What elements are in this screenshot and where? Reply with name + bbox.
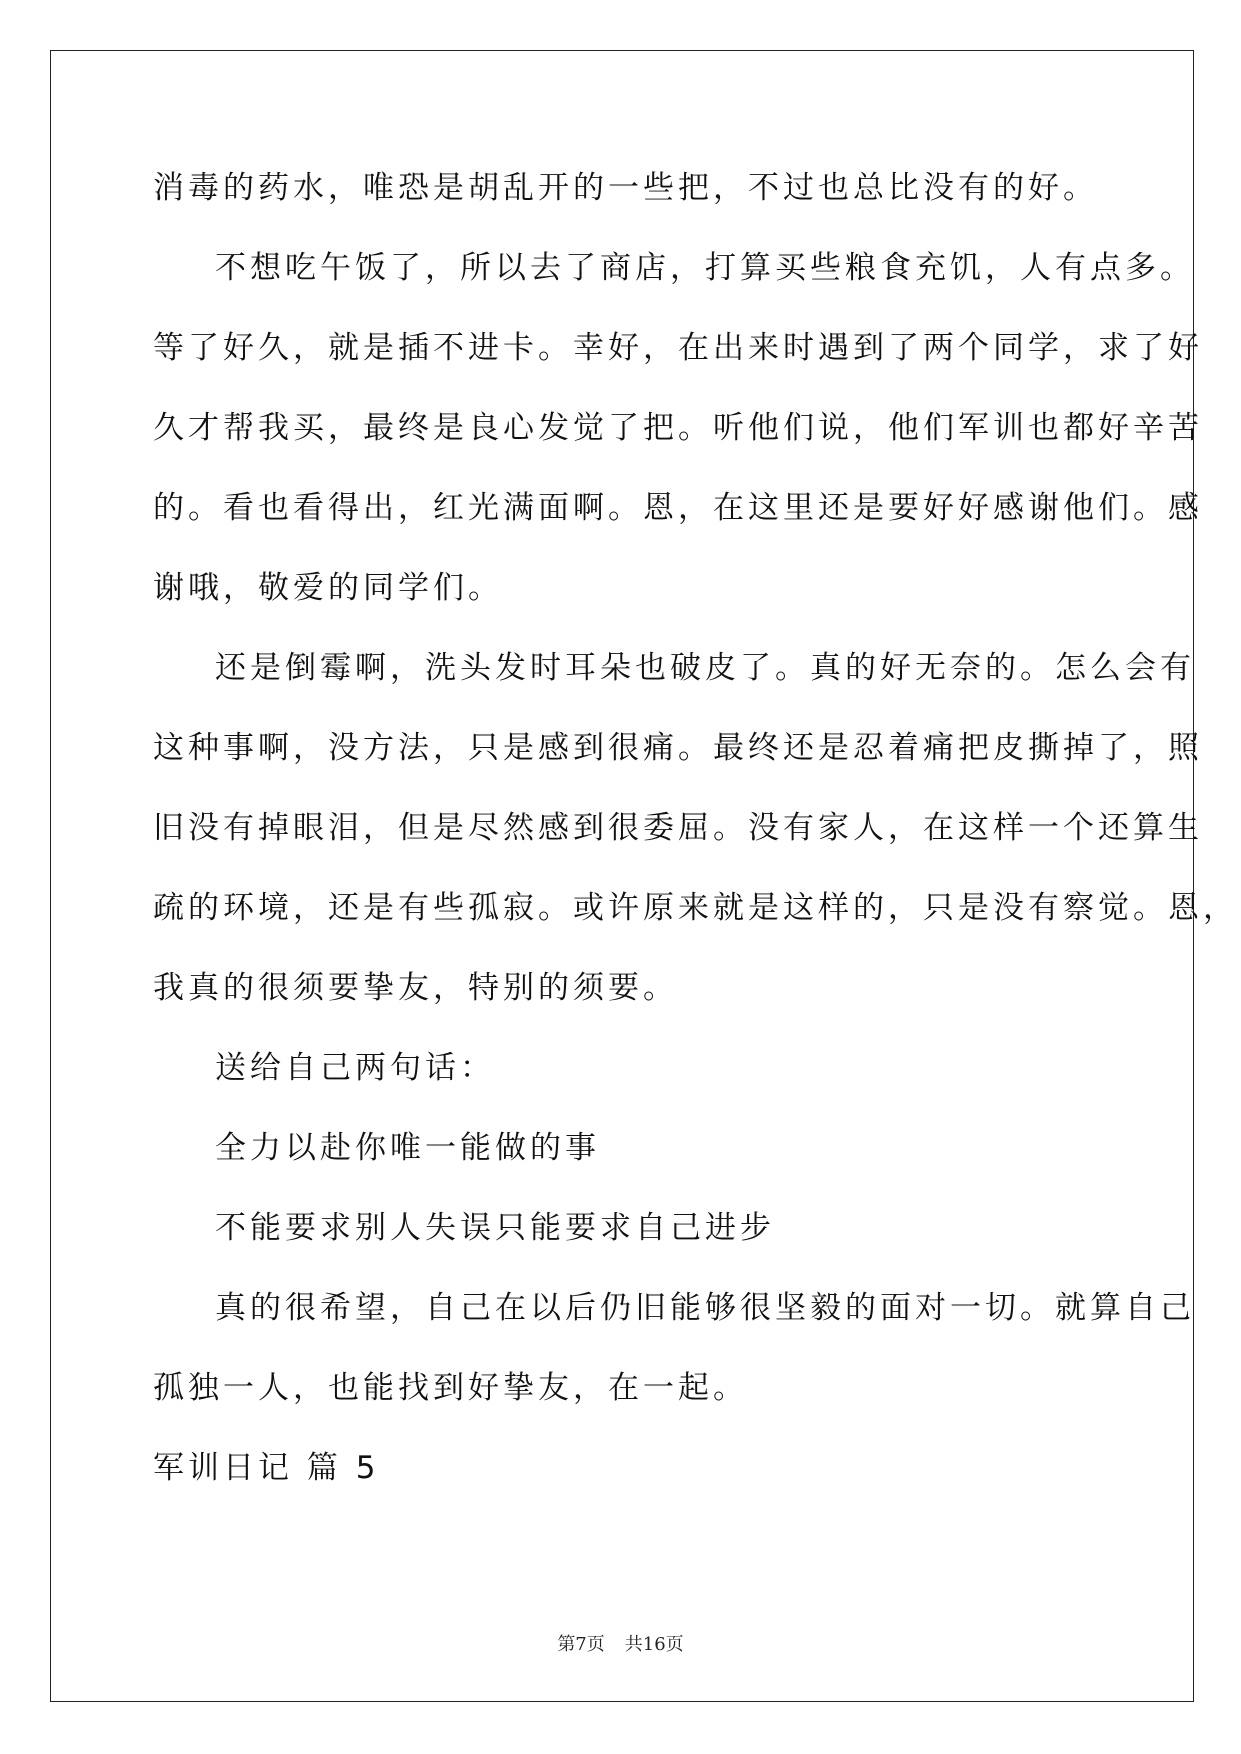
text-line: 我真的很须要挚友，特别的须要。 <box>153 970 678 1006</box>
page-footer <box>0 1630 1241 1656</box>
text-line: 久才帮我买，最终是良心发觉了把。听他们说，他们军训也都好辛苦 <box>153 410 1203 446</box>
paragraph-start: 真的很希望，自己在以后仍旧能够很坚毅的面对一切。就算自己 <box>215 1290 1195 1326</box>
paragraph-start: 不想吃午饭了，所以去了商店，打算买些粮食充饥，人有点多。 <box>215 250 1195 286</box>
quote-line: 全力以赴你唯一能做的事 <box>215 1130 600 1166</box>
document-body <box>153 148 1238 1508</box>
text-line: 这种事啊，没方法，只是感到很痛。最终还是忍着痛把皮撕掉了，照 <box>153 730 1203 766</box>
paragraph-start: 送给自己两句话： <box>215 1050 495 1086</box>
page-number-current: 第7页 <box>557 1634 605 1655</box>
paragraph-start: 还是倒霉啊，洗头发时耳朵也破皮了。真的好无奈的。怎么会有 <box>215 650 1195 686</box>
quote-line: 不能要求别人失误只能要求自己进步 <box>215 1210 775 1246</box>
text-line: 等了好久，就是插不进卡。幸好，在出来时遇到了两个同学，求了好 <box>153 330 1203 366</box>
text-line: 谢哦，敬爱的同学们。 <box>153 570 503 606</box>
text-line: 旧没有掉眼泪，但是尽然感到很委屈。没有家人，在这样一个还算生 <box>153 810 1203 846</box>
page-number-total: 共16页 <box>624 1634 684 1655</box>
text-line: 孤独一人，也能找到好挚友，在一起。 <box>153 1370 748 1406</box>
text-line: 疏的环境，还是有些孤寂。或许原来就是这样的，只是没有察觉。恩， <box>153 890 1238 926</box>
text-line: 消毒的药水，唯恐是胡乱开的一些把，不过也总比没有的好。 <box>153 170 1098 206</box>
section-heading: 军训日记 篇 5 <box>153 1450 380 1486</box>
text-line: 的。看也看得出，红光满面啊。恩，在这里还是要好好感谢他们。感 <box>153 490 1203 526</box>
